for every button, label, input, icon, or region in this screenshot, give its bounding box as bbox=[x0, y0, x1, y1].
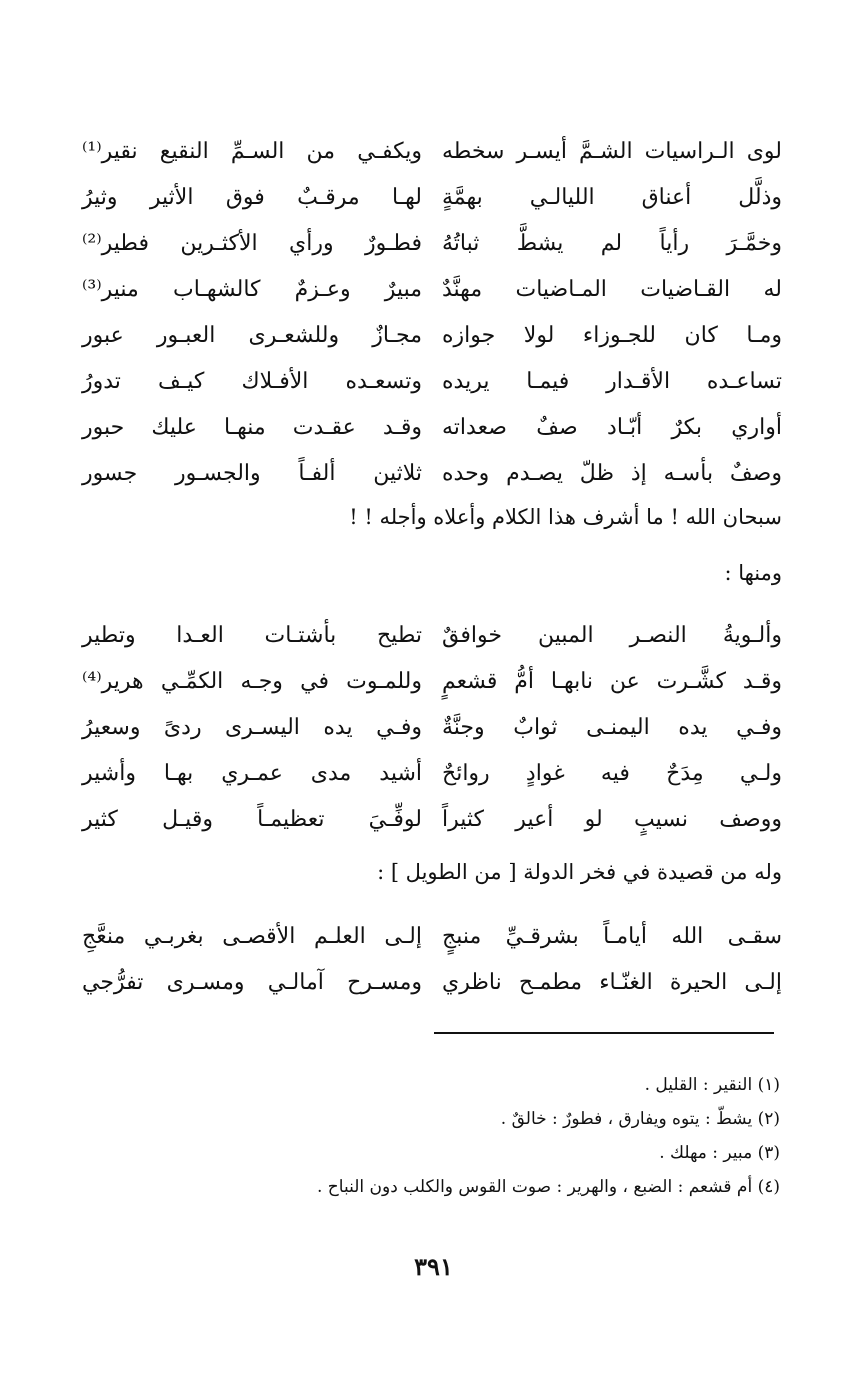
footnote-item: (١) النقير : القليل . bbox=[644, 1075, 780, 1095]
verse-second-hemistich: فطـورٌ ورأي الأكثـرين فطير⁽²⁾ bbox=[82, 230, 422, 256]
verse-second-hemistich: وفـي يده اليسـرى ردىً وسعيرُ bbox=[82, 714, 422, 740]
section-intro: ومنها : bbox=[724, 561, 782, 585]
verse-first-hemistich: وقـد كشَّـرت عن نابهـا أمُّ قشعمٍ bbox=[442, 668, 782, 694]
verse-second-hemistich: ويكفـي من السـمِّ النقيع نقير⁽¹⁾ bbox=[82, 138, 422, 164]
verse-first-hemistich: تساعـده الأقـدار فيمـا يريده bbox=[442, 368, 782, 394]
verse-first-hemistich: ووصف نسيبٍ لو أعير كثيراً bbox=[442, 806, 782, 832]
footnote-item: (٣) مبير : مهلك . bbox=[659, 1143, 780, 1163]
verse-first-hemistich: له القـاضيات المـاضيات مهنَّدٌ bbox=[442, 276, 782, 302]
verse-first-hemistich: وفـي يده اليمنـى ثوابٌ وجنَّةٌ bbox=[442, 714, 782, 740]
verse-first-hemistich: سقـى الله أيامـاً بشرقـيِّ منبجٍ bbox=[442, 923, 782, 949]
verse-second-hemistich: ومسـرح آمالـي ومسـرى تفرُّجي bbox=[82, 969, 422, 995]
verse-second-hemistich: إلـى العلـم الأقصـى بغربـي منعَّجِ bbox=[82, 923, 422, 949]
verse-first-hemistich: لوى الـراسيات الشـمَّ أيسـر سخطه bbox=[442, 138, 782, 164]
footnote-item: (٢) يشطّ : يتوه ويفارق ، فطورٌ : خالقٌ . bbox=[500, 1109, 780, 1129]
verse-second-hemistich: ثلاثين ألفـاً والجسـور جسور bbox=[82, 460, 422, 486]
verse-first-hemistich: أواري بكرٌ أبّـاد صفٌ صعداته bbox=[442, 414, 782, 440]
verse-second-hemistich: لهـا مرقـبٌ فوق الأثير وثيرُ bbox=[82, 184, 422, 210]
verse-line bbox=[82, 913, 782, 959]
verse-first-hemistich: إلـى الحيرة الغنّـاء مطمـح ناظري bbox=[442, 969, 782, 995]
verse-line bbox=[82, 658, 782, 704]
verse-line bbox=[82, 796, 782, 842]
verse-line bbox=[82, 128, 782, 174]
verse-line bbox=[82, 312, 782, 358]
verse-first-hemistich: وصفٌ بأسـه إذ ظلّ يصـدم وحده bbox=[442, 460, 782, 486]
verse-first-hemistich: وخمَّـرَ رأياً لم يشطَّ ثباتُهُ bbox=[442, 230, 782, 256]
verse-first-hemistich: وألـويةُ النصـر المبين خوافقٌ bbox=[442, 622, 782, 648]
verse-first-hemistich: وذلَّل أعناق الليالـي بهمَّةٍ bbox=[442, 184, 782, 210]
verse-line bbox=[82, 450, 782, 496]
verse-second-hemistich: تطيح بأشتـات العـدا وتطير bbox=[82, 622, 422, 648]
verse-line bbox=[82, 358, 782, 404]
verse-line bbox=[82, 612, 782, 658]
verse-line bbox=[82, 220, 782, 266]
commentary-paragraph: سبحان الله ! ما أشرف هذا الكلام وأعلاه وأجله ! ! bbox=[349, 505, 782, 529]
verse-line bbox=[82, 704, 782, 750]
verse-second-hemistich: مجـازٌ وللشعـرى العبـور عبور bbox=[82, 322, 422, 348]
verse-line bbox=[82, 959, 782, 1005]
poem-block-1 bbox=[82, 128, 782, 496]
footnotes bbox=[80, 1068, 780, 1204]
poem-introduction: وله من قصيدة في فخر الدولة [ من الطويل ] : bbox=[377, 860, 782, 884]
poem-block-2 bbox=[82, 612, 782, 842]
verse-second-hemistich: لوفِّـيَ تعظيمـاً وقيـل كثير bbox=[82, 806, 422, 832]
verse-line bbox=[82, 404, 782, 450]
poem-block-3 bbox=[82, 913, 782, 1005]
verse-second-hemistich: وللمـوت في وجـه الكمِّـي هرير⁽⁴⁾ bbox=[82, 668, 422, 694]
verse-second-hemistich: وقـد عقـدت منهـا عليك حبور bbox=[82, 414, 422, 440]
verse-second-hemistich: وتسعـده الأفـلاك كيـف تدورُ bbox=[82, 368, 422, 394]
verse-line bbox=[82, 266, 782, 312]
page-number: ٣٩١ bbox=[414, 1252, 453, 1281]
verse-line bbox=[82, 750, 782, 796]
verse-second-hemistich: مبيرٌ وعـزمٌ كالشهـاب منير⁽³⁾ bbox=[82, 276, 422, 302]
footnote-item: (٤) أم قشعم : الضبع ، والهرير : صوت القوس والكلب دون النباح . bbox=[317, 1177, 780, 1197]
footnote-separator bbox=[434, 1032, 774, 1034]
verse-line bbox=[82, 174, 782, 220]
verse-second-hemistich: أشيد مدى عمـري بهـا وأشير bbox=[82, 760, 422, 786]
verse-first-hemistich: ولـي مِدَحٌ فيه غوادٍ روائحٌ bbox=[442, 760, 782, 786]
verse-first-hemistich: ومـا كان للجـوزاء لولا جوازه bbox=[442, 322, 782, 348]
